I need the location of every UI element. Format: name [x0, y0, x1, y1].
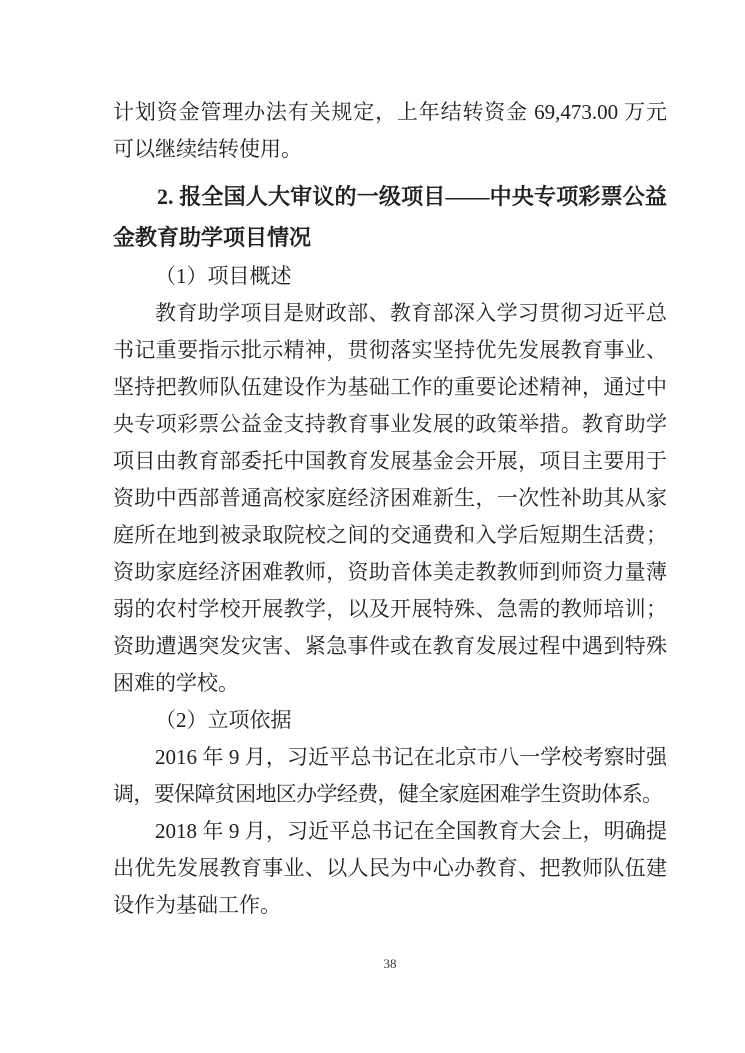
text-line: 资助家庭经济困难教师，资助音体美走教教师到师资力量薄: [113, 560, 667, 584]
text-line: 书记重要指示批示精神，贯彻落实坚持优先发展教育事业、: [113, 338, 667, 362]
body-paragraph-2018: [113, 813, 667, 924]
text-line: 资助中西部普通高校家庭经济困难新生，一次性补助其从家: [113, 486, 667, 510]
text-line: 困难的学校。: [113, 671, 239, 695]
document-body: [113, 94, 667, 924]
section-heading: [113, 176, 667, 258]
text-line: 庭所在地到被录取院校之间的交通费和入学后短期生活费；: [113, 523, 667, 547]
subsection-heading-overview: [113, 258, 667, 295]
text-line: 设作为基础工作。: [113, 893, 281, 917]
text-line: （1）项目概述: [155, 264, 292, 288]
page-number: 38: [383, 956, 397, 971]
text-line: 出优先发展教育事业、以人民为中心办教育、把教师队伍建: [113, 856, 667, 880]
text-line: 计划资金管理办法有关规定，上年结转资金 69,473.00 万元: [113, 100, 667, 124]
text-line: 教育助学项目是财政部、教育部深入学习贯彻习近平总: [155, 301, 667, 325]
text-line: 2018 年 9 月，习近平总书记在全国教育大会上，明确提: [155, 819, 667, 843]
body-paragraph-continuation: [113, 94, 667, 168]
text-line: 调，要保障贫困地区办学经费，健全家庭困难学生资助体系。: [113, 782, 663, 806]
text-line: 2016 年 9 月，习近平总书记在北京市八一学校考察时强: [155, 745, 667, 769]
text-line: 资助遭遇突发灾害、紧急事件或在教育发展过程中遇到特殊: [113, 634, 667, 658]
text-line: 坚持把教师队伍建设作为基础工作的重要论述精神，通过中: [113, 375, 667, 399]
heading-line: 金教育助学项目情况: [113, 225, 312, 250]
subsection-heading-basis: [113, 702, 667, 739]
body-paragraph-overview: [113, 295, 667, 702]
text-line: 弱的农村学校开展教学，以及开展特殊、急需的教师培训；: [113, 597, 667, 621]
text-line: 央专项彩票公益金支持教育事业发展的政策举措。教育助学: [113, 412, 667, 436]
heading-line: 2. 报全国人大审议的一级项目——中央专项彩票公益: [157, 184, 667, 209]
body-paragraph-2016: [113, 739, 667, 813]
text-line: 可以继续结转使用。: [113, 137, 302, 161]
text-line: 项目由教育部委托中国教育发展基金会开展，项目主要用于: [113, 449, 667, 473]
text-line: （2）立项依据: [155, 708, 292, 732]
